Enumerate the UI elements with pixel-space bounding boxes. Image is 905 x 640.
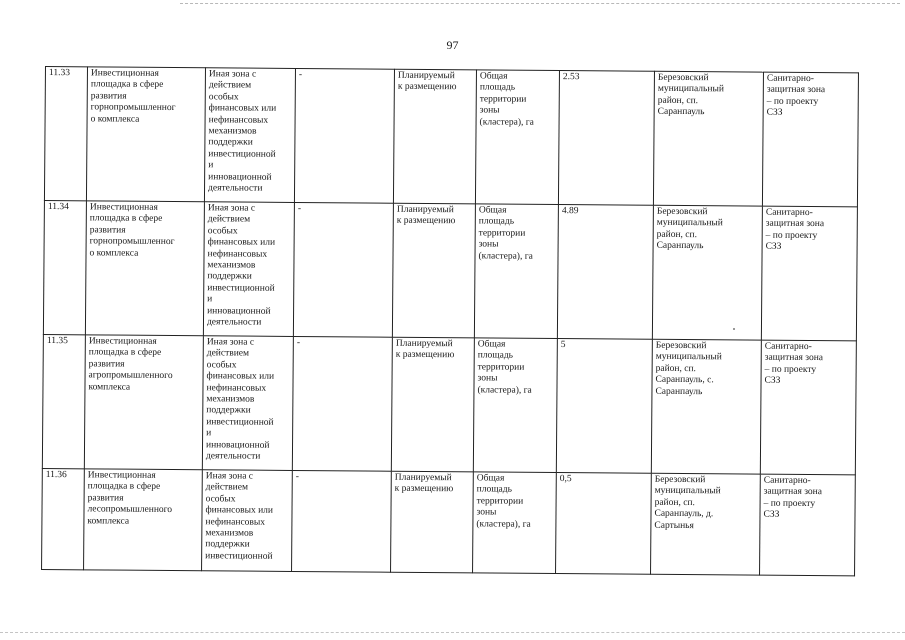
location: Березовский муниципальный район, сп. Саранпауль, д. Сартынья xyxy=(651,473,761,575)
parameter-value: 4.89 xyxy=(557,205,653,340)
page-number: 97 xyxy=(446,38,459,52)
parameter-value: 2.53 xyxy=(558,71,654,206)
scan-edge-top xyxy=(180,3,900,4)
object-status: Планируемый к размещению xyxy=(391,337,474,472)
object-name: Инвестиционная площадка в сфере развития лесопромышленного комплекса xyxy=(84,469,203,571)
scan-edge-bottom xyxy=(0,632,905,633)
row-number: 11.36 xyxy=(42,468,85,569)
zone-type: Иная зона с действием особых финансовых или нефинансовых механизмов поддержки инвестиционной и инновационной деятельности xyxy=(204,68,295,203)
empty-value: - xyxy=(292,470,392,572)
object-status: Планируемый к размещению xyxy=(391,471,474,573)
object-status: Планируемый к размещению xyxy=(393,69,476,204)
zone-type: Иная зона с действием особых финансовых или нефинансовых механизмов поддержки инвестиционной и инновационной деятельности xyxy=(202,336,293,471)
location: Березовский муниципальный район, сп. Саранпауль xyxy=(652,205,762,340)
table-row xyxy=(42,468,856,575)
row-number: 11.33 xyxy=(44,67,87,201)
zones-table xyxy=(41,66,859,576)
object-status: Планируемый к размещению xyxy=(392,203,475,338)
location: Березовский муниципальный район, сп. Саранпауль xyxy=(653,71,763,206)
location: Березовский муниципальный район, сп. Саранпауль, с. Саранпауль xyxy=(651,339,761,474)
empty-value: - xyxy=(292,336,392,471)
table-row xyxy=(44,67,858,207)
empty-value: - xyxy=(294,68,394,203)
empty-value: - xyxy=(293,202,393,337)
parameter-name: Общая площадь территории зоны (кластера), га xyxy=(473,472,557,574)
restriction-zone: Санитарно- защитная зона – по проекту СЗЗ xyxy=(760,340,856,475)
object-name: Инвестиционная площадка в сфере развития агропромышленного комплекса xyxy=(84,335,203,470)
row-number: 11.34 xyxy=(43,200,86,334)
row-number: 11.35 xyxy=(42,334,85,468)
parameter-name: Общая площадь территории зоны (кластера), га xyxy=(473,338,557,473)
parameter-name: Общая площадь территории зоны (кластера), га xyxy=(475,70,559,205)
table-row xyxy=(42,334,856,474)
restriction-zone: Санитарно- защитная зона – по проекту СЗЗ xyxy=(762,72,858,207)
restriction-zone: Санитарно- защитная зона – по проекту СЗЗ xyxy=(760,474,856,576)
table-row xyxy=(43,200,857,340)
zone-type: Иная зона с действием особых финансовых или нефинансовых механизмов поддержки инвестиционной и инновационной деятельности xyxy=(203,202,294,337)
parameter-value: 0,5 xyxy=(556,473,652,575)
restriction-zone: Санитарно- защитная зона – по проекту СЗЗ xyxy=(761,206,857,341)
object-name: Инвестиционная площадка в сфере развития горнопромышленног о комплекса xyxy=(86,67,205,202)
zone-type: Иная зона с действием особых финансовых или нефинансовых механизмов поддержки инвестиционной xyxy=(202,470,293,572)
parameter-value: 5 xyxy=(556,339,652,474)
parameter-name: Общая площадь территории зоны (кластера), га xyxy=(474,204,558,339)
object-name: Инвестиционная площадка в сфере развития горнопромышленног о комплекса xyxy=(85,201,204,336)
scan-speck xyxy=(733,328,735,330)
